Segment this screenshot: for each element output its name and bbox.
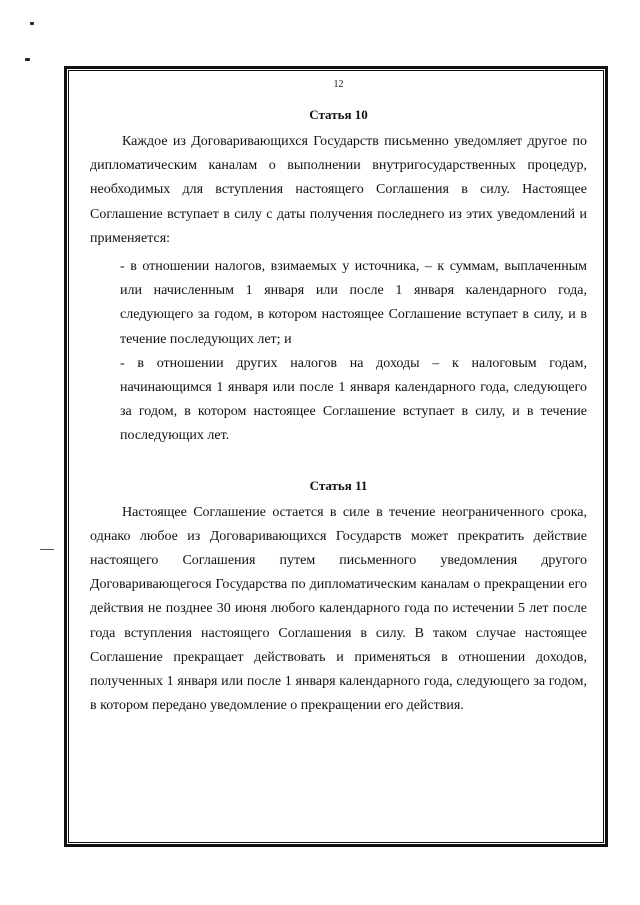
article-paragraph: Каждое из Договаривающихся Государств письменно уведомляет другое по дипломатическим каналам о выполнении внутригосударственных процедур, необходимых для вступления настоящего Соглашения в силу. Настоящее Соглашение вступает в силу с даты получения последнего из этих уведомлений и применяется:	[90, 134, 587, 246]
document-body	[90, 78, 587, 718]
article-paragraph: Настоящее Соглашение остается в силе в течение неограниченного срока, однако любое из Договаривающихся Государств может прекратить действие настоящего Соглашения путем письменного уведомления другого Договаривающегося Государства по дипломатическим каналам о прекращении его действия не позднее 30 июня любого календарного года по истечении 5 лет после года вступления настоящего Соглашения в силу. В таком случае настоящее Соглашение прекращает действовать и применяться в отношении доходов, полученных 1 января или после 1 января календарного года, следующего за годом, в котором передано уведомление о прекращении его действия.	[90, 504, 587, 714]
article-item-list	[90, 255, 587, 449]
list-item: - в отношении налогов, взимаемых у источника, – к суммам, выплаченным или начисленным 1 января или после 1 января календарного года, следующего за годом, в котором настоящее Соглашение вступает в силу, и в течение последующих лет; и	[120, 259, 587, 347]
page-number: 12	[333, 79, 344, 90]
list-item: - в отношении других налогов на доходы – к налоговым годам, начинающимся 1 января или после 1 января календарного года, следующего за годом, в котором настоящее Соглашение вступает в силу, и в течение последующих лет.	[120, 355, 587, 444]
article-10	[90, 106, 587, 449]
article-heading: Статья 10	[309, 107, 368, 122]
margin-mark	[40, 549, 54, 550]
article-11	[90, 477, 587, 719]
scan-speck	[25, 58, 30, 61]
section-spacer	[90, 449, 587, 477]
article-heading: Статья 11	[309, 477, 368, 493]
scan-speck	[30, 22, 34, 25]
